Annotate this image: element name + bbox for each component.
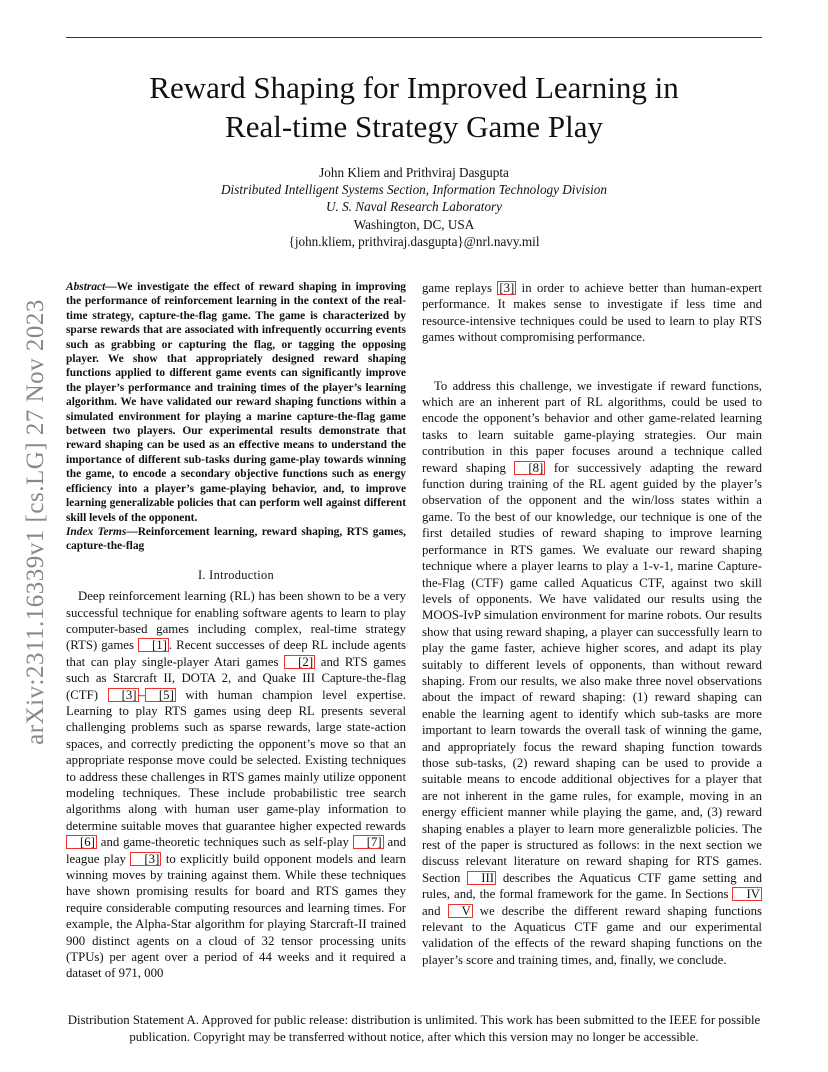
distribution-statement: Distribution Statement A. Approved for public release: distribution is unlimited. This work has been submitted to the IEEE for possible publication. Copyright may be transferred without notice, after which this version may no longer be accessible. <box>67 1013 761 1044</box>
intro-paragraph-contribution: To address this challenge, we investigate if reward functions, which are an inherent part of RL algorithms, could be used to encode the opponent’s behavior and other game-related learning tasks to learn suitable game-playing strategies. Our main contribution in this paper focuses around a technique called reward shaping [8] for successively adapting the reward function during training of the RL agent guided by the player’s observation of the opponent and the win/loss states within a game. To the best of our knowledge, our technique is one of the first detailed studies of reward shaping to improve learning performance in RTS games. We evaluate our reward shaping technique where a player learns to play a 1-v-1, marine Capture-the-Flag (CTF) game called Aquaticus CTF, against two skill levels of opponents. We have validated our results using the MOOS-IvP simulation environment for marine robots. Our results show that using reward shaping, a player can successfully learn to play the game faster, achieve higher scores, and adapt its play suitably to different levels of opponents, than without reward shaping. From our results, we also make three novel observations about the impact of reward shaping: (1) reward shaping can enable the learning agent to identify which sub-tasks are more important to learn towards the overall task of winning the game, and appropriately focus the reward shaping function towards those sub-tasks, (2) reward shaping can be used to provide a suitable means to encode additional objectives for a player that are not inherent in the game rules, for example, moving in an energy efficient manner while playing the game, and, (3) reward shaping enables a player to learn more generalizble policies. The rest of the paper is structured as follows: in the next section we discuss relevant literature on reward shaping for RTS games. Section III describes the Aquaticus CTF game setting and rules, and, the formal framework for the game. In Sections IV and V we describe the different reward shaping functions relevant to the Aquaticus CTF game and our experimental validation of the effects of the reward shaping functions on the player’s score and training times, and, finally, we conclude. <box>422 378 762 967</box>
top-rule <box>66 37 762 38</box>
title-line-2: Real-time Strategy Game Play <box>225 109 603 144</box>
abstract-text: —We investigate the effect of reward shaping in improving the performance of reinforcement learning in the context of the real-time strategy, capture-the-flag game. The game is characterized by sparse rewards that are associated with infrequently occurring events such as grabbing or capturing the flag, or tagging the opposing player. We show that appropriately designed reward shaping functions applied to different game events can significantly improve the player’s performance and training times of the player’s learning algorithm. We have validated our reward shaping functions within a simulated environment for playing a marine capture-the-flag game between two players. Our experimental results demonstrate that reward shaping can be used as an effective means to understand the importance of different sub-tasks during game-play towards winning the game, to encode a secondary objective functions such as energy efficiency into a player’s game-playing behavior, and, to improve learning generalizable policies that can perform well against different skill levels of the opponent. <box>66 281 406 524</box>
citation-1[interactable]: [1] <box>138 638 169 652</box>
affiliation-lab: U. S. Naval Research Laboratory <box>325 199 503 215</box>
citation-5[interactable]: [5] <box>145 688 176 702</box>
emails: {john.kliem, prithviraj.dasgupta}@nrl.navy.mil <box>288 233 540 249</box>
intro-paragraph-left: Deep reinforcement learning (RL) has been shown to be a very successful technique for enabling software agents to learn to play computer-based games including complex, real-time strategy (RTS) games [1] . Recent successes of deep RL include agents that can play single-player Atari games [2] and RTS games such as Starcraft II, DOTA 2, and Quake III Capture-the-flag (CTF) [3] – [5] with human champion level expertise. Learning to play RTS games using deep RL presents several challenging problems such as sparse rewards, large state-action spaces, and correctly predicting the opponent’s move so that an appropriate response move could be selected. Existing techniques to address these challenges in RTS games mainly utilize opponent modeling techniques. These include probabilistic tree search algorithms along with human user game-play information to determine suitable moves that guarantee higher expected rewards [6] and game-theoretic techniques such as self-play [7] and league play [3] to explicitly build opponent models and learn winning moves by training against them. While these techniques have shown promising results for board and RTS games they require considerable computing resources and learning times. For example, the Alpha-Star algorithm for playing Starcraft-II trained 900 distinct agents on a cloud of 32 tensor processing units (TPUs) per agent over a period of 44 weeks and it required a dataset of 971, 000 <box>66 589 406 981</box>
citation-3b[interactable]: [3] <box>130 852 161 866</box>
right-column <box>422 280 762 968</box>
index-terms <box>66 525 406 554</box>
location: Washington, DC, USA <box>353 216 475 232</box>
citation-2[interactable]: [2] <box>284 655 315 669</box>
citation-3c[interactable]: [3] <box>499 281 515 295</box>
paragraph-gap <box>422 346 762 378</box>
left-column <box>66 280 406 982</box>
citation-7[interactable]: [7] <box>353 835 384 849</box>
author-names: John Kliem and Prithviraj Dasgupta <box>319 165 509 180</box>
title-line-1: Reward Shaping for Improved Learning in <box>149 70 679 105</box>
author-block <box>60 164 768 250</box>
arxiv-stamp <box>18 282 54 762</box>
citation-8[interactable]: [8] <box>514 461 545 475</box>
abstract-label: Abstract <box>66 281 106 293</box>
section-heading-introduction: I. Introduction <box>197 567 275 582</box>
index-terms-label: Index Terms <box>66 525 127 538</box>
affiliation-division: Distributed Intelligent Systems Section, Information Technology Division <box>221 182 607 198</box>
section-ref-III[interactable]: III <box>467 871 496 885</box>
citation-6[interactable]: [6] <box>66 835 97 849</box>
arxiv-identifier[interactable]: arXiv:2311.16339v1 [cs.LG] 27 Nov 2023 <box>22 299 49 745</box>
citation-3[interactable]: [3] <box>108 688 139 702</box>
section-ref-IV[interactable]: IV <box>732 887 762 901</box>
abstract <box>66 280 406 525</box>
index-terms-text: —Reinforcement learning, reward shaping, RTS games, capture-the-flag <box>66 525 406 553</box>
paper-title <box>60 68 768 146</box>
intro-paragraph-continued: game replays [3] in order to achieve better than human-expert performance. It makes sense to investigate if less time and resource-intensive techniques could be used to learn to play RTS games without compromising performance. <box>422 281 762 345</box>
section-ref-V[interactable]: V <box>448 904 473 918</box>
